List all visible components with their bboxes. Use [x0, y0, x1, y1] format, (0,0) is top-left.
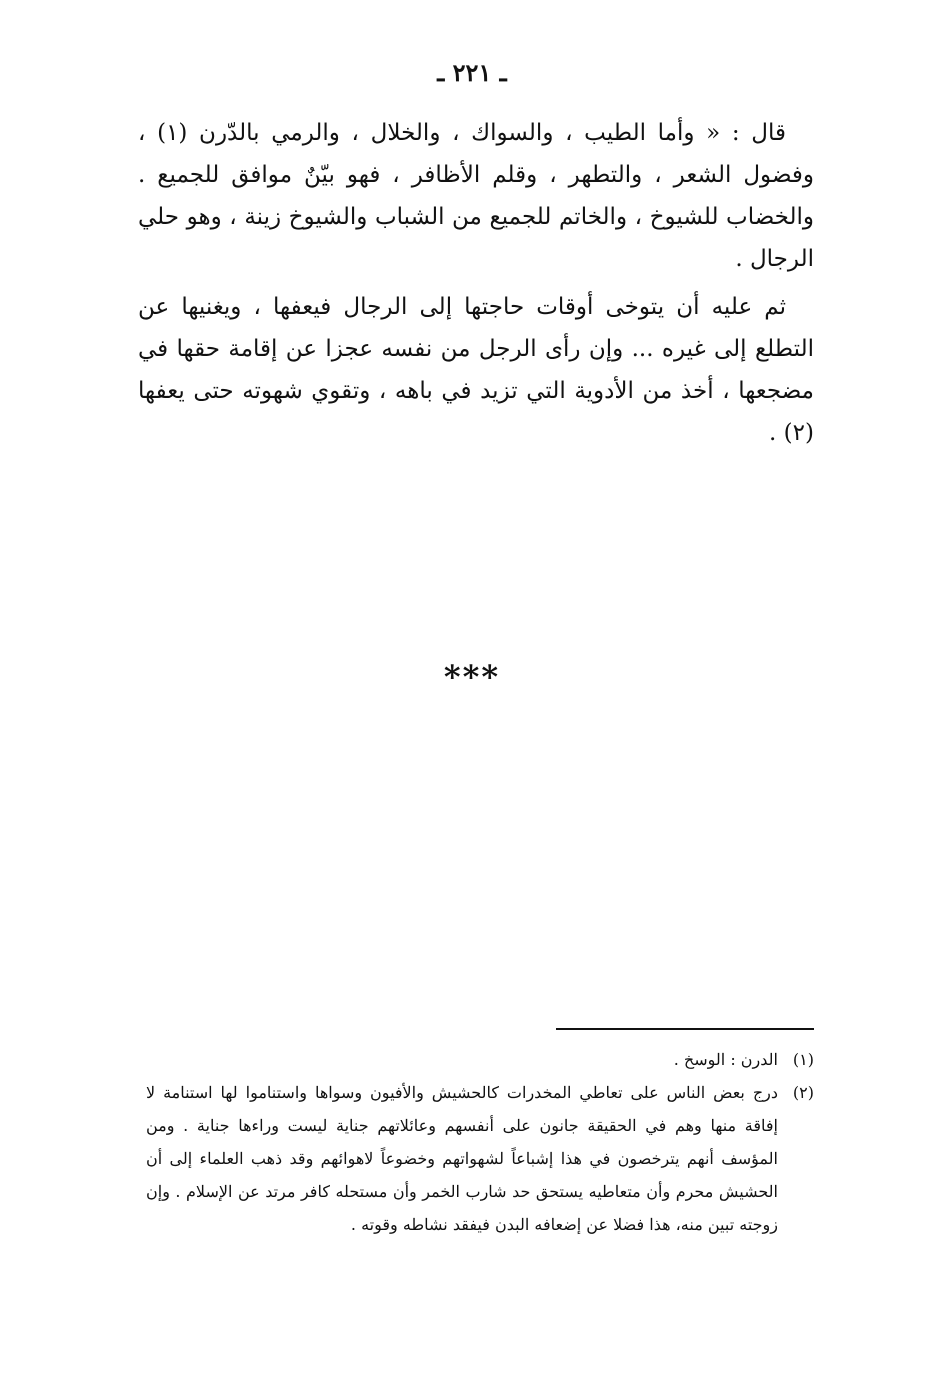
- section-separator: ***: [443, 658, 501, 696]
- footnote-divider: [556, 1028, 814, 1030]
- footnote-text: درج بعض الناس على تعاطي المخدرات كالحشيش والأفيون وسواها واستناموا لها استنامة لا إفاقة منها وهم في الحقيقة جانون على أنفسهم وعائلاتهم جناية ليست وراءها جناية . ومن المؤسف أنهم يترخصون في هذا إشباعاً لشهواتهم وخضوعاً لاهوائهم وقد ذهب العلماء إلى أن الحشيش محرم وأن متعاطيه يستحق حد شارب الخمر وأن مستحله كافر مرتد عن الإسلام . وإن زوجته تبين منه، هذا فضلا عن إضعافه البدن فيفقد نشاطه وقوته .: [146, 1083, 778, 1234]
- paragraph-1: [138, 112, 814, 280]
- paragraph-1-text: [138, 112, 814, 280]
- page-number: ـ ٢٢١ ـ: [437, 58, 507, 87]
- paragraph-line: ثم عليه أن يتوخى أوقات حاجتها إلى الرجال فيعفها ، ويغنيها عن التطلع: [138, 294, 814, 362]
- paragraph-line: قال : « وأما الطيب ، والسواك ، والخلال ، والرمي بالدّرن (١) ،: [138, 120, 786, 146]
- footnote-number: (١): [792, 1050, 814, 1069]
- paragraph-line: إلى غيره ... وإن رأى الرجل من نفسه عجزا عن إقامة حقها في مضجعها ،: [138, 336, 815, 404]
- paragraph-2-text: [138, 286, 814, 454]
- footnote-1: [146, 1043, 814, 1076]
- footnote-number: (٢): [792, 1083, 814, 1102]
- footnotes: [146, 1043, 814, 1241]
- footnote-text: الدرن : الوسخ .: [673, 1050, 778, 1069]
- paragraph-line: أخذ من الأدوية التي تزيد في باهه ، وتقوي شهوته حتى يعفها (٢) .: [138, 378, 814, 446]
- footnote-2: [146, 1076, 814, 1241]
- paragraph-line: وفضول الشعر ، والتطهر ، وقلم الأظافر ، فهو بيّنٌ موافق للجميع .: [138, 162, 814, 188]
- paragraph-2: [138, 286, 814, 454]
- paragraph-line: والخضاب للشيوخ ، والخاتم للجميع من الشباب والشيوخ زينة ، وهو: [186, 204, 814, 230]
- paragraph-line: حلي الرجال .: [138, 204, 814, 272]
